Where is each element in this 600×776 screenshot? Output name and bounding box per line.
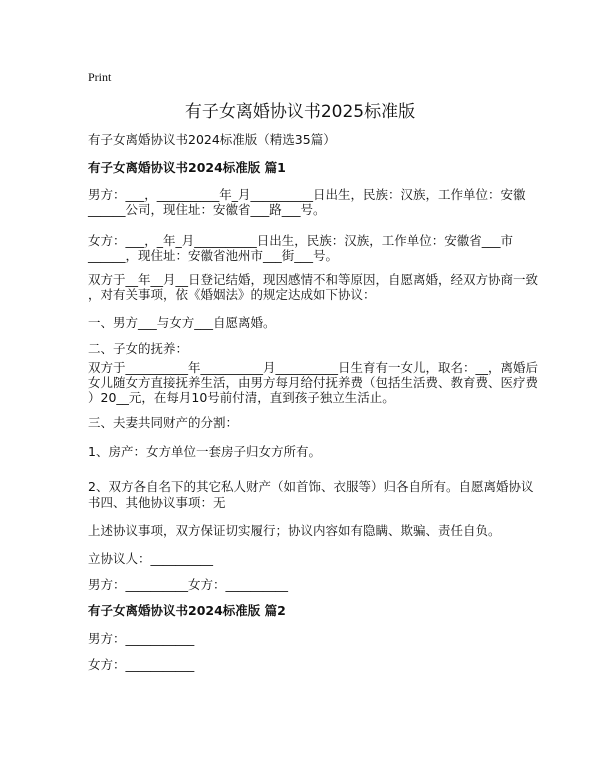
clause-three-heading: 三、夫妻共同财产的分割： bbox=[88, 415, 239, 430]
signatory-line: 立协议人：__________ bbox=[88, 551, 214, 566]
section-heading-1: 有子女离婚协议书2024标准版 篇1 bbox=[88, 160, 286, 175]
text-line: ______，现住址：安徽省池州市___街___号。 bbox=[88, 248, 339, 263]
male-signature-line: 男方：___________ bbox=[88, 631, 195, 646]
text-line: ）20__元，在每月10号前付清，直到孩子独立生活止。 bbox=[88, 390, 395, 405]
guarantee-statement: 上述协议事项，双方保证切实履行；协议内容如有隐瞒、欺骗、责任自负。 bbox=[88, 523, 501, 538]
section-heading-2: 有子女离婚协议书2024标准版 篇2 bbox=[88, 603, 286, 618]
text-line: 2、双方各自名下的其它私人财产（如首饰、衣服等）归各自所有。自愿离婚协议 bbox=[88, 479, 534, 494]
signature-line: 男方：__________女方：__________ bbox=[88, 577, 289, 592]
document-title: 有子女离婚协议书2025标准版 bbox=[184, 102, 416, 122]
text-line: 双方于__年__月__日登记结婚，现因感情不和等原因，自愿离婚，经双方协商一致 bbox=[88, 272, 539, 287]
text-line: 女方：___，_年_月__________日出生，民族：汉族，工作单位：安徽省___市 bbox=[88, 233, 514, 248]
female-signature-line: 女方：___________ bbox=[88, 657, 195, 672]
text-line: 女儿随女方直接抚养生活，由男方每月给付抚养费（包括生活费、教育费、医疗费 bbox=[88, 375, 539, 390]
text-line: 书四、其他协议事项：无 bbox=[88, 495, 226, 510]
clause-two-heading: 二、子女的抚养： bbox=[88, 341, 189, 356]
clause-one: 一、男方___与女方___自愿离婚。 bbox=[88, 315, 276, 330]
text-line: ______公司，现住址：安徽省___路___号。 bbox=[88, 202, 326, 217]
property-item-1: 1、房产：女方单位一套房子归女方所有。 bbox=[88, 444, 321, 459]
text-line: 双方于__________年__________月__________日生育有一女儿，取名：__，离婚后 bbox=[88, 360, 539, 375]
print-label: Print bbox=[88, 70, 112, 84]
document-subtitle: 有子女离婚协议书2024标准版（精选35篇） bbox=[88, 132, 336, 147]
text-line: ，对有关事项，依《婚姻法》的规定达成如下协议： bbox=[88, 287, 376, 302]
text-line: 男方：___，__________年_月__________日出生，民族：汉族，工作单位：安徽 bbox=[88, 187, 526, 202]
